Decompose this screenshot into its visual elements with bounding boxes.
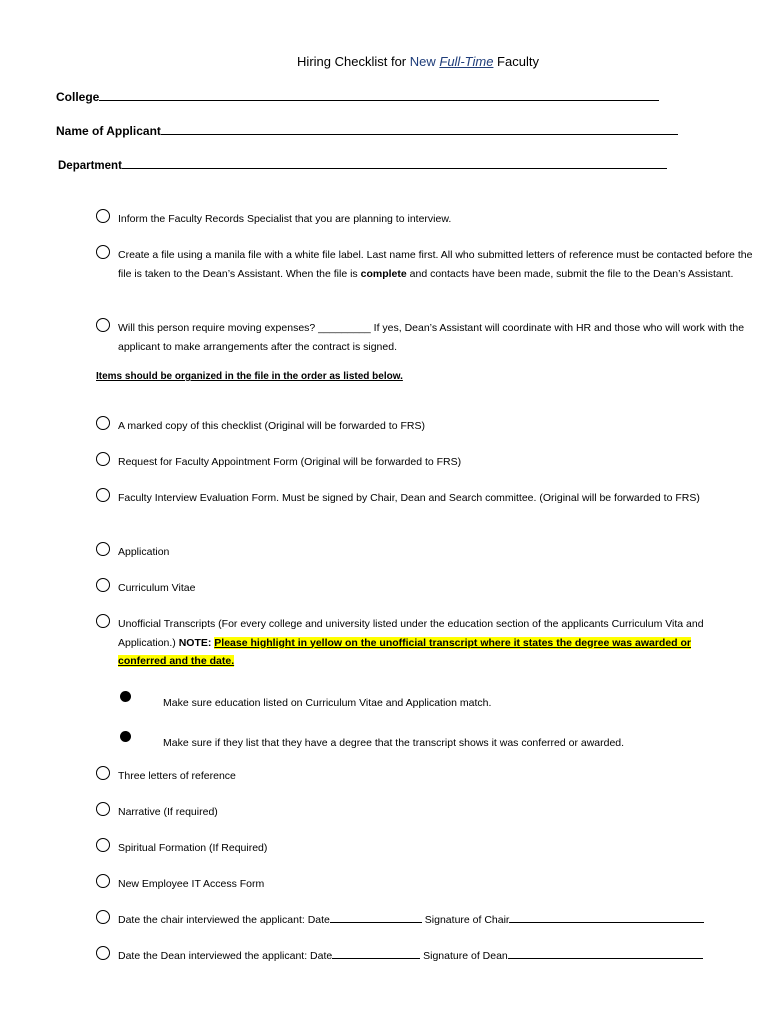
checkbox-circle-icon[interactable] [96,245,110,259]
checklist-item[interactable] [96,416,756,436]
checkbox-circle-icon[interactable] [96,910,110,924]
checklist-item[interactable] [96,542,756,562]
college-field[interactable] [56,89,659,104]
item-text-part: Unofficial Transcripts (For every college and university listed under the education section of the applicants Curriculum Vita and Application.) [118,618,704,649]
title-new: New [409,54,440,69]
highlight-note: Please highlight in yellow on the unofficial transcript where it states the degree was awarded or conferred and the date. [118,636,691,667]
item-text: Curriculum Vitae [118,582,196,594]
item-bold-word: complete [360,267,407,280]
checkbox-circle-icon[interactable] [96,802,110,816]
item-text [118,246,753,283]
sub-bullet-text: Make sure if they list that they have a degree that the transcript shows it was conferred or awarded. [163,737,625,749]
checkbox-circle-icon[interactable] [96,209,110,223]
checklist-item[interactable] [96,318,756,358]
item-text-part: Create a file using a manila file with a white file label. Last name first. All who submitted letters of reference must be contacted before the file is taken to the Dean’s Assistant. When the file is [118,249,753,280]
checkbox-circle-icon[interactable] [96,838,110,852]
checkbox-circle-icon[interactable] [96,318,110,332]
college-line[interactable] [99,89,659,101]
item-text: Faculty Interview Evaluation Form. Must be signed by Chair, Dean and Search committee. (Original will be forwarded to FRS) [118,492,700,504]
checklist-item[interactable] [96,614,756,674]
applicant-label: Name of Applicant [56,124,161,138]
department-line[interactable] [122,157,667,169]
checkbox-circle-icon[interactable] [96,452,110,466]
item-text: New Employee IT Access Form [118,878,265,890]
department-field[interactable] [58,157,667,172]
chair-signature-line[interactable] [509,912,704,923]
checkbox-circle-icon[interactable] [96,416,110,430]
checkbox-circle-icon[interactable] [96,766,110,780]
item-text: A marked copy of this checklist (Original will be forwarded to FRS) [118,420,425,432]
checklist-item[interactable] [96,766,756,786]
department-label: Department [58,160,122,172]
dean-signature-line[interactable] [508,948,703,959]
dean-signature-label: Signature of Dean [420,950,508,962]
chair-line [118,911,704,930]
item-text: Request for Faculty Appointment Form (Original will be forwarded to FRS) [118,456,462,468]
checkbox-circle-icon[interactable] [96,578,110,592]
title-faculty: Faculty [493,54,539,69]
checklist-item[interactable] [96,452,756,472]
item-text: Narrative (If required) [118,806,218,818]
item-text [118,615,733,671]
dean-line [118,947,703,966]
sub-bullet-text: Make sure education listed on Curriculum Vitae and Application match. [163,697,492,709]
title-text: Hiring Checklist for [297,54,410,69]
item-text: Inform the Faculty Records Specialist that you are planning to interview. [118,213,452,225]
chair-date-label: Date the chair interviewed the applicant: Date [118,914,330,926]
checklist-item[interactable] [96,802,756,822]
item-text: Application [118,546,170,558]
dean-interview-item[interactable] [96,946,756,966]
chair-interview-item[interactable] [96,910,756,930]
bullet-icon [120,731,131,742]
checkbox-circle-icon[interactable] [96,614,110,628]
checklist-item[interactable] [96,874,756,894]
item-text: Will this person require moving expenses? _________ If yes, Dean’s Assistant will coordinate with HR and those who will work with the applicant to make arrangements after the contract is signed. [118,322,745,353]
applicant-line[interactable] [161,123,678,135]
note-label: NOTE: [178,636,215,649]
bullet-icon [120,691,131,702]
item-text-tail: and contacts have been made, submit the file to the Dean’s Assistant. [406,267,734,280]
checklist-item[interactable] [96,838,756,858]
checklist-item[interactable] [96,209,756,229]
order-heading: Items should be organized in the file in the order as listed below. [96,371,403,382]
checkbox-circle-icon[interactable] [96,946,110,960]
page-title [0,54,770,69]
dean-date-label: Date the Dean interviewed the applicant: Date [118,950,333,962]
checkbox-circle-icon[interactable] [96,874,110,888]
college-label: College [56,90,100,104]
checklist-item[interactable] [96,488,756,528]
checklist-item[interactable] [96,245,756,305]
item-text: Spiritual Formation (If Required) [118,842,268,854]
item-text: Three letters of reference [118,770,236,782]
checkbox-circle-icon[interactable] [96,488,110,502]
checklist-item[interactable] [96,578,756,598]
applicant-field[interactable] [56,123,678,138]
dean-date-line[interactable] [332,948,420,959]
checkbox-circle-icon[interactable] [96,542,110,556]
title-full-time: Full-Time [439,54,494,69]
chair-date-line[interactable] [330,912,422,923]
chair-signature-label: Signature of Chair [421,914,510,926]
